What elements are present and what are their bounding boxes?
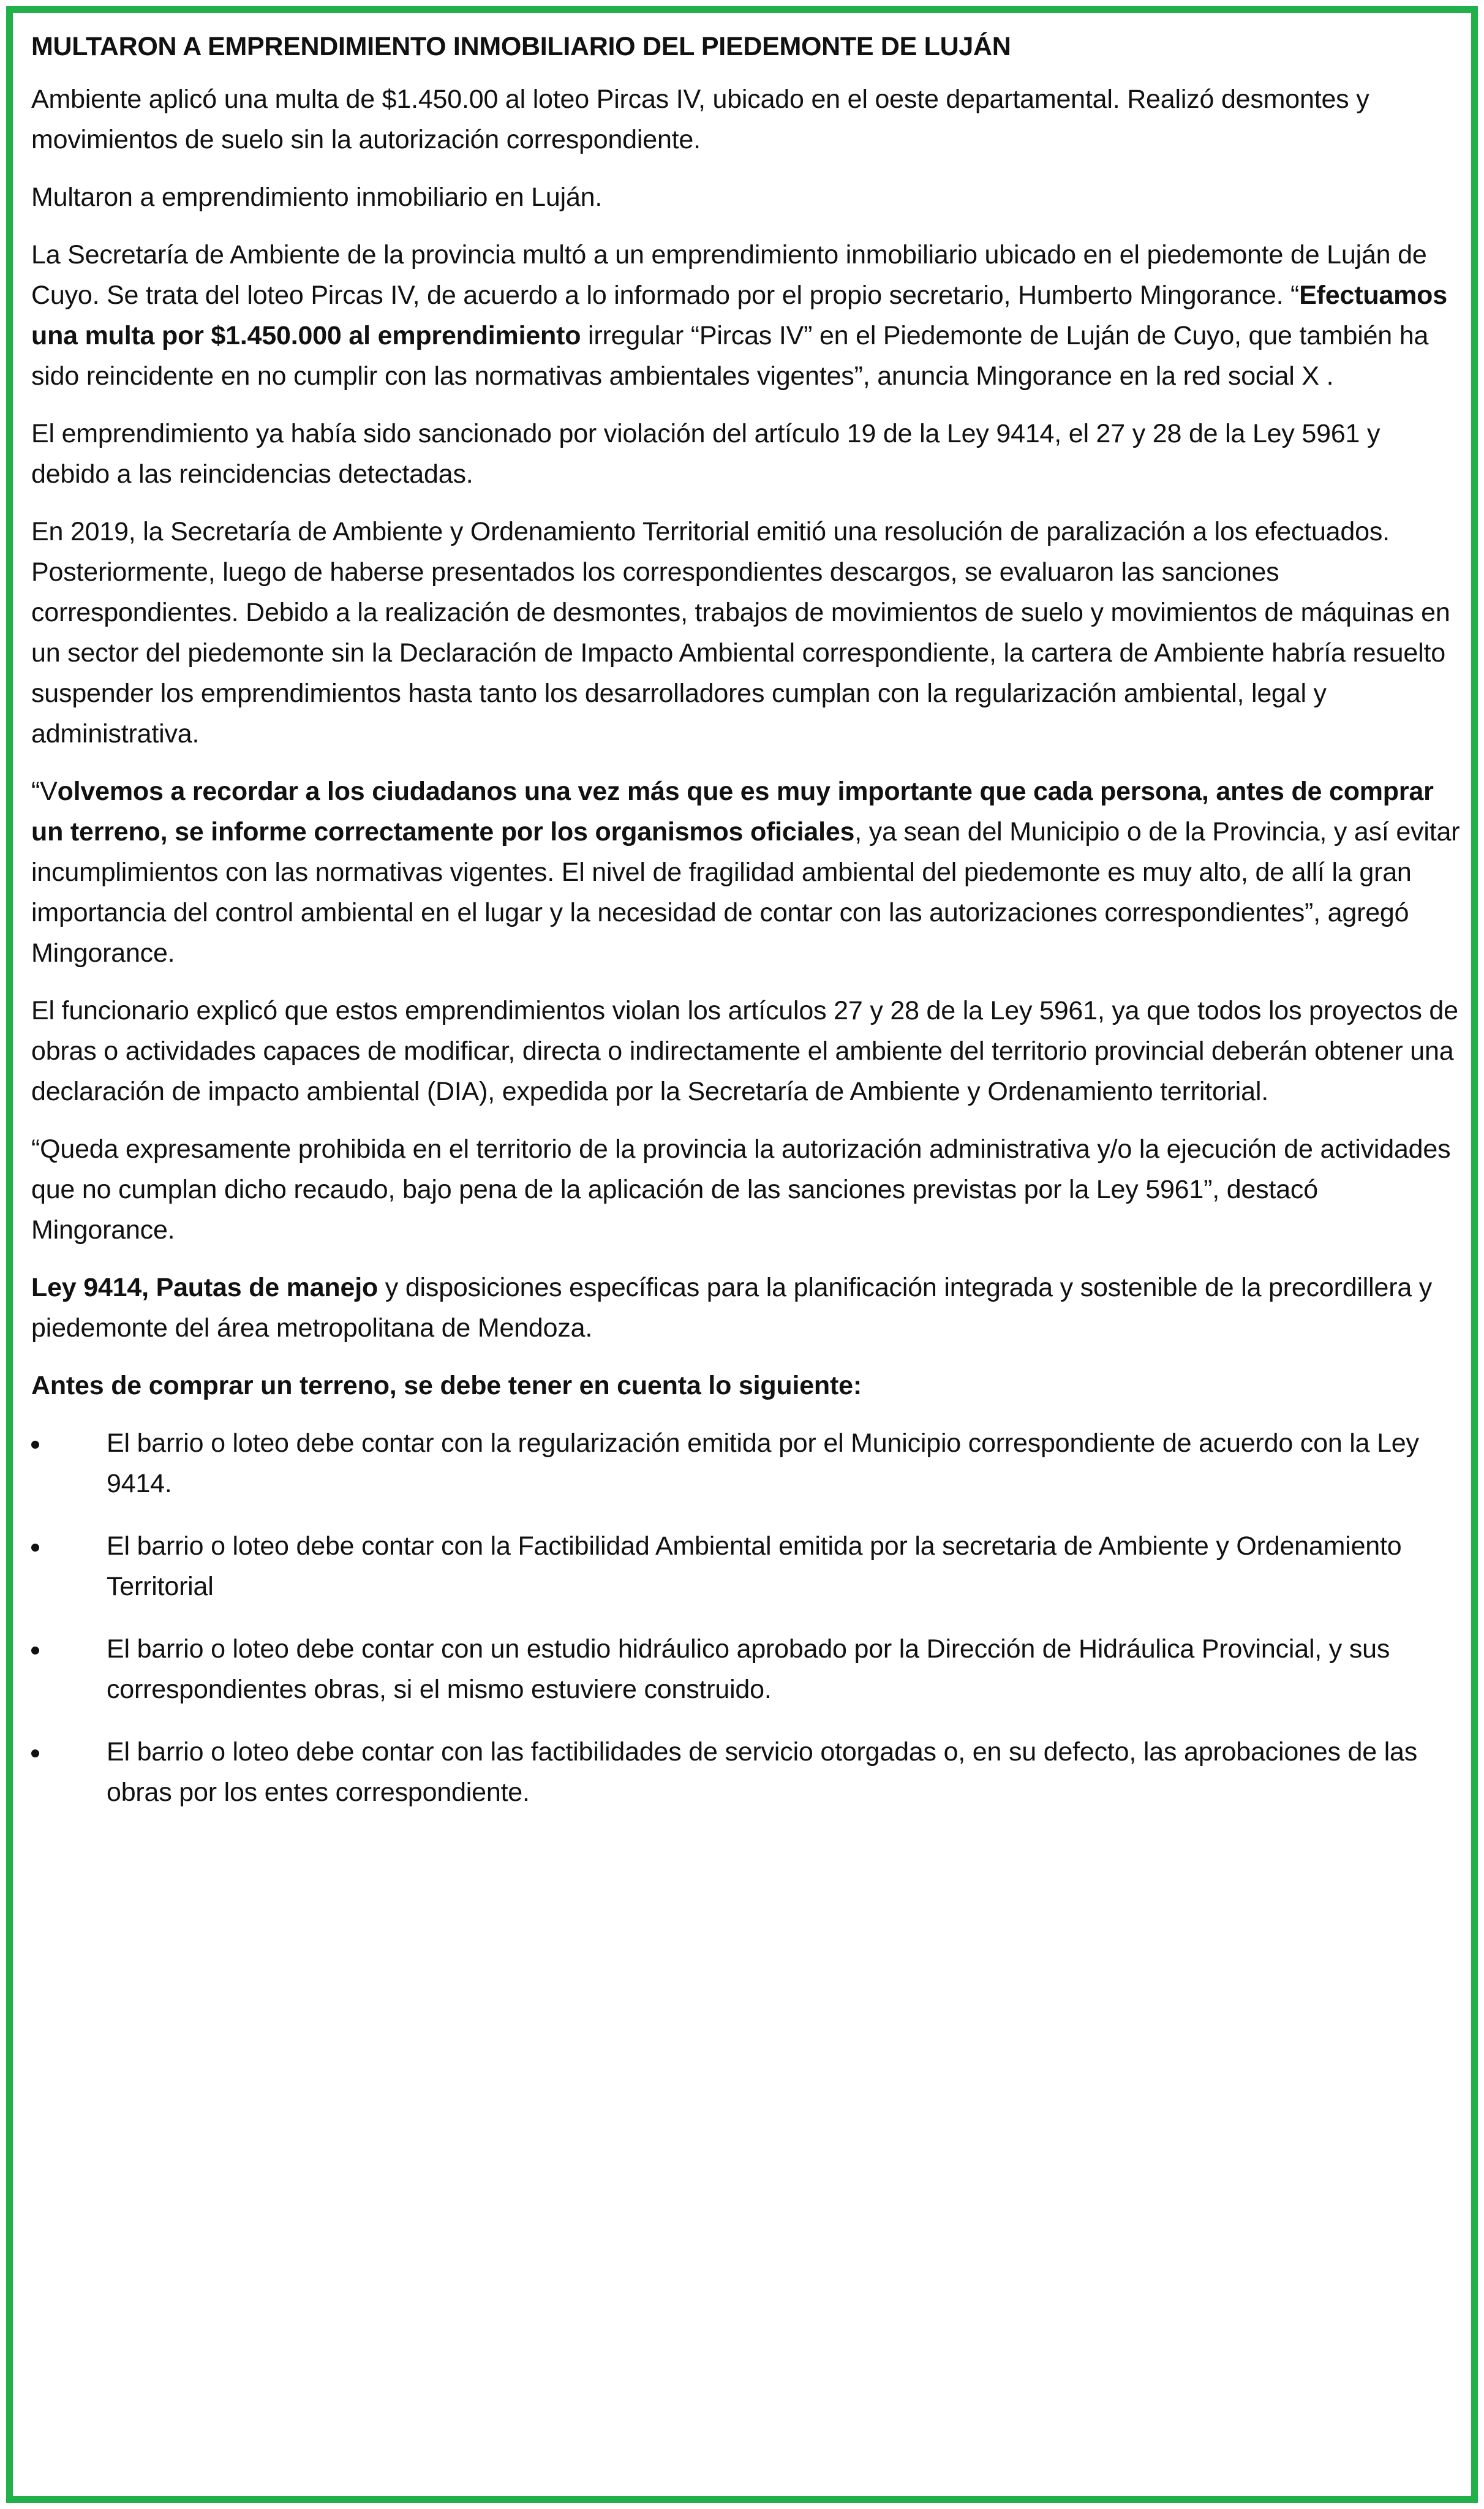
paragraph-secretaria-text-c: irregular “Pircas IV” en el Piedemonte de Luján de Cuyo, que también ha sido reincidente en no cumplir con las normativas ambientales vigentes”, anuncia Mingorance en la red social X . [31, 321, 1429, 391]
article-body [31, 26, 1464, 1835]
paragraph-secretaria [31, 235, 1464, 396]
bullet-icon [31, 1749, 39, 1757]
article-frame [6, 6, 1478, 2503]
paragraph-ley-text: y disposiciones específicas para la planificación integrada y sostenible de la precordillera y piedemonte del área metropolitana de Mendoza. [31, 1273, 1433, 1343]
paragraph-secretaria-bold: Efectuamos una multa por $1.450.000 al emprendimiento [31, 281, 1447, 350]
lead-paragraph: Ambiente aplicó una multa de $1.450.00 al loteo Pircas IV, ubicado en el oeste departamental. Realizó desmontes y movimientos de suelo sin la autorización correspondiente. [31, 85, 1369, 154]
list-item [31, 1423, 1464, 1504]
paragraph-secretaria-text-a: La Secretaría de Ambiente de la provincia multó a un emprendimiento inmobiliario ubicado en el piedemonte de Luján de Cuyo. Se trata del loteo Pircas IV, de acuerdo a lo informado por el propio secretario, Humberto Mingorance. “ [31, 240, 1427, 310]
list-item [31, 1629, 1464, 1710]
bullet-icon [31, 1441, 39, 1449]
article-title: MULTARON A EMPRENDIMIENTO INMOBILIARIO DEL PIEDEMONTE DE LUJÁN [31, 32, 1011, 61]
list-item-text: El barrio o loteo debe contar con un estudio hidráulico aprobado por la Dirección de Hidráulica Provincial, y sus correspondientes obras, si el mismo estuviere construido. [107, 1634, 1390, 1704]
paragraph-prohibida: “Queda expresamente prohibida en el territorio de la provincia la autorización administrativa y/o la ejecución de actividades que no cumplan dicho recaudo, bajo pena de la aplicación de las sanciones previstas por la Ley 5961”, destacó Mingorance. [31, 1134, 1451, 1245]
list-heading: Antes de comprar un terreno, se debe tener en cuenta lo siguiente: [31, 1371, 862, 1400]
list-item-text: El barrio o loteo debe contar con la regularización emitida por el Municipio correspondiente de acuerdo con la Ley 9414. [107, 1428, 1419, 1498]
list-item-text: El barrio o loteo debe contar con la Factibilidad Ambiental emitida por la secretaria de Ambiente y Ordenamiento Territorial [107, 1531, 1402, 1601]
list-item-text: El barrio o loteo debe contar con las factibilidades de servicio otorgadas o, en su defecto, las aprobaciones de las obras por los entes correspondiente. [107, 1737, 1418, 1807]
paragraph-quote-text-a: “V [31, 777, 58, 806]
list-item [31, 1732, 1464, 1813]
paragraph-quote-bold: olvemos a recordar a los ciudadanos una vez más que es muy importante que cada persona, antes de comprar un terreno, se informe correctamente por los organismos oficiales [31, 777, 1434, 847]
paragraph-quote-text-c: , ya sean del Municipio o de la Provincia, y así evitar incumplimientos con las normativas vigentes. El nivel de fragilidad ambiental del piedemonte es muy alto, de allí la gran importancia del control ambiental en el lugar y la necesidad de contar con las autorizaciones correspondientes”, agregó Mingorance. [31, 817, 1460, 968]
bullet-icon [31, 1647, 39, 1654]
requirements-list [31, 1423, 1464, 1813]
paragraph-ley-bold: Ley 9414, Pautas de manejo [31, 1273, 379, 1302]
paragraph-quote-ciudadanos [31, 771, 1464, 973]
paragraph-sancion: El emprendimiento ya había sido sancionado por violación del artículo 19 de la Ley 9414, el 27 y 28 de la Ley 5961 y debido a las reincidencias detectadas. [31, 419, 1380, 489]
paragraph-ley-9414 [31, 1267, 1464, 1348]
subhead-paragraph: Multaron a emprendimiento inmobiliario en Luján. [31, 183, 603, 212]
list-item [31, 1526, 1464, 1607]
paragraph-funcionario: El funcionario explicó que estos emprendimientos violan los artículos 27 y 28 de la Ley 5961, ya que todos los proyectos de obras o actividades capaces de modificar, directa o indirectamente el ambiente del territorio provincial deberán obtener una declaración de impacto ambiental (DIA), expedida por la Secretaría de Ambiente y Ordenamiento territorial. [31, 996, 1458, 1106]
paragraph-2019: En 2019, la Secretaría de Ambiente y Ordenamiento Territorial emitió una resolución de paralización a los efectuados. Posteriormente, luego de haberse presentados los correspondientes descargos, se evaluaron las sanciones correspondientes. Debido a la realización de desmontes, trabajos de movimientos de suelo y movimientos de máquinas en un sector del piedemonte sin la Declaración de Impacto Ambiental correspondiente, la cartera de Ambiente habría resuelto suspender los emprendimientos hasta tanto los desarrolladores cumplan con la regularización ambiental, legal y administrativa. [31, 517, 1450, 749]
bullet-icon [31, 1544, 39, 1552]
